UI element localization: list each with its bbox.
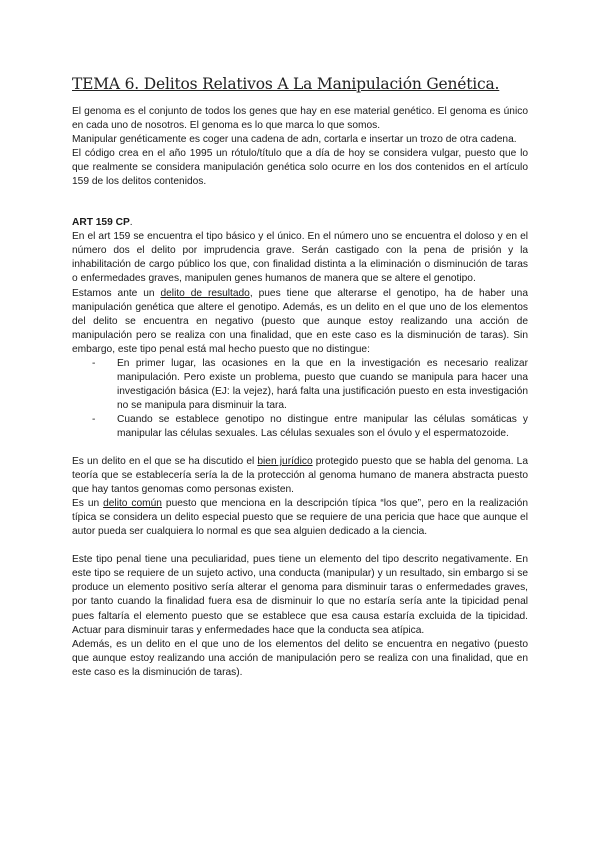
delito-de-resultado-term: delito de resultado — [160, 287, 250, 299]
comun-text-after: puesto que menciona en la descripción típica “los que”, pero en la realización típica se considera un delito especial puesto que se requiere de una pericia que hace que aunque el autor pueda ser cualquiera lo normal es que sea alguien dedicado a la ciencia. — [72, 498, 528, 538]
document-page — [72, 74, 528, 680]
bien-text-after: protegido puesto que se habla del genoma. La teoría que se establecería sería la de la protección al genoma humano de manera abstracta puesto que hay tantos genomas como personas existen. — [72, 456, 528, 496]
list-item: - Cuando se establece genotipo no distingue entre manipular las células somáticas y manipular las células sexuales. Las células sexuales son el óvulo y el espermatozoide. — [92, 413, 528, 441]
article-paragraph: En el art 159 se encuentra el tipo básico y el único. En el número uno se encuentra el doloso y en el número dos el delito por imprudencia grave. Serán castigado con la pena de prisión y la inhabilitación de cargo público los que, con finalidad distinta a la eliminación o disminución de taras o enfermedades graves, manipulen genes humanos de manera que se altere el genotipo. — [72, 231, 528, 285]
criticism-list — [72, 357, 528, 441]
article-heading-label: ART 159 CP — [72, 217, 130, 229]
intro-paragraph-3: El código crea en el año 1995 un rótulo/título que a día de hoy se considera vulgar, puesto que lo que realmente se considera manipulación genética solo ocurre en los dos contenidos en el artículo 159 de los delitos contenidos. — [72, 148, 528, 188]
intro-paragraph-2: Manipular genéticamente es coger una cadena de adn, cortarla e insertar un trozo de otra cadena. — [72, 134, 517, 146]
document-title: TEMA 6. Delitos Relativos A La Manipulación Genética. — [72, 75, 500, 93]
intro-paragraph-1: El genoma es el conjunto de todos los genes que hay en ese material genético. El genoma es único en cada uno de nosotros. El genoma es lo que marca lo que somos. — [72, 106, 528, 132]
delito-comun-term: delito común — [103, 498, 162, 510]
bien-text-before: Es un delito en el que se ha discutido el — [72, 456, 258, 468]
resultado-text-after: , pues tiene que alterarse el genotipo, ha de haber una manipulación genética que altere el genotipo. Además, es un delito en el que uno de los elementos del delito se encuentra en negativo (puesto que aunque estoy realizando una acción de manipulación pero se realiza con una finalidad, que en este caso es la disminución de taras). Sin embargo, este tipo penal está mal hecho puesto que no distingue: — [72, 287, 528, 355]
bien-juridico-paragraph — [72, 455, 528, 497]
article-heading-suffix: . — [129, 217, 133, 229]
comun-text-before: Es un — [72, 498, 104, 510]
delito-comun-paragraph — [72, 497, 528, 539]
list-item: - En primer lugar, las ocasiones en la que en la investigación es necesario realizar manipulación. Pero existe un problema, puesto que cuando se manipula para hacer una investigación básica (EJ: la vejez), hará falta una justificación puesto en esta investigación no se manipula para disminuir la tara. — [92, 357, 528, 413]
resultado-text-before: Estamos ante un — [72, 287, 161, 299]
bien-juridico-term: bien jurídico — [257, 456, 313, 468]
ademas-paragraph: Además, es un delito en el que uno de los elementos del delito se encuentra en negativo (puesto que aunque estoy realizando una acción de manipulación pero se realiza con una finalidad, que en este caso es la disminución de taras). — [72, 638, 528, 678]
resultado-paragraph — [72, 287, 528, 357]
peculiaridad-paragraph: Este tipo penal tiene una peculiaridad, pues tiene un elemento del tipo descrito negativamente. En este tipo se requiere de un sujeto activo, una conducta (manipular) y un resultado, sin embargo si se produce un elemento positivo sería alterar el genoma para disminuir taras o enfermedades graves, por tanto cuando la finalidad fuera esa de disminuir lo que no estaría sería ante la tipicidad penal pues faltaría el elemento puesto que se establece que esa causa estaría excluida de la tipicidad. Actuar para disminuir taras y enfermedades hace que la conducta sea atípica. — [72, 554, 528, 636]
article-heading — [72, 216, 528, 230]
